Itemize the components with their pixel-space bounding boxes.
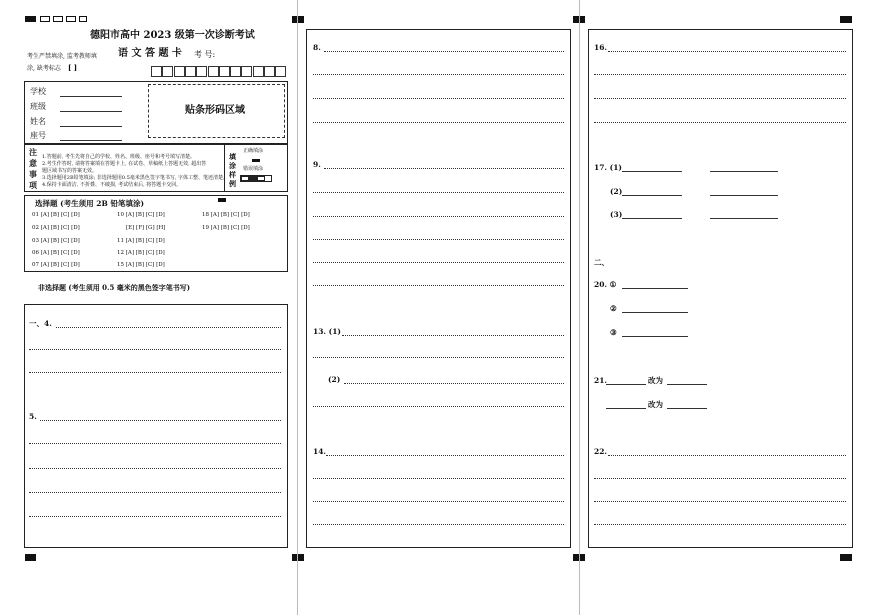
answer-line[interactable]	[594, 524, 846, 525]
absent-notice-line: 考生严禁填涂, 监考教师填	[27, 53, 97, 60]
question-label-22: 22.	[594, 447, 608, 456]
answer-line[interactable]	[594, 478, 846, 479]
note-line: 1.答题前, 考生先将自己的学校、姓名、班级、座号和考号填写清楚。	[42, 154, 195, 160]
card-subtitle: 语 文 答 题 卡	[118, 48, 182, 59]
timing-mark	[66, 16, 76, 22]
question-label-9: 9.	[313, 160, 321, 169]
answer-line[interactable]	[313, 216, 564, 217]
wrong-fill-sample	[240, 175, 272, 182]
timing-mark	[25, 16, 36, 22]
choice-option-row[interactable]: 02 [A] [B] [C] [D]	[32, 225, 80, 231]
choice-option-row[interactable]: 03 [A] [B] [C] [D]	[32, 238, 80, 244]
change-to-label: 改为	[648, 376, 663, 385]
question-label-20-2: ②	[610, 304, 617, 313]
note-line: 2.考生作答时, 请将答案填在答题卡上, 在试卷、草稿纸上答题无效, 超出答	[42, 161, 207, 167]
exam-title: 德阳市高中 2023 级第一次诊断考试	[90, 30, 255, 41]
blank-line[interactable]	[622, 171, 682, 172]
exam-number-cell[interactable]	[275, 66, 286, 77]
question-label-17-1: 17. (1)	[594, 163, 622, 172]
answer-line[interactable]	[29, 372, 281, 373]
answer-line[interactable]	[56, 327, 281, 328]
timing-mark	[53, 16, 63, 22]
correct-fill-label: 正确填涂	[243, 148, 264, 154]
question-label-4: 一、4.	[29, 319, 52, 328]
fold-guide-line	[297, 0, 298, 615]
blank-line[interactable]	[710, 218, 778, 219]
exam-number-label: 考 号:	[194, 50, 216, 59]
choice-option-row[interactable]: 19 [A] [B] [C] [D]	[202, 225, 250, 231]
question-label-8: 8.	[313, 43, 321, 52]
timing-mark	[218, 198, 226, 202]
timing-mark	[79, 16, 87, 22]
answer-line[interactable]	[313, 262, 564, 263]
answer-line[interactable]	[313, 357, 564, 358]
choice-option-row[interactable]: [E] [F] [G] [H]	[126, 225, 166, 231]
blank-line[interactable]	[622, 195, 682, 196]
question-label-20-1: 20. ①	[594, 280, 617, 289]
question-label-14: 14.	[313, 447, 327, 456]
timing-mark	[25, 554, 36, 561]
correct-fill-sample	[252, 159, 260, 162]
question-label-13-1: 13. (1)	[313, 327, 341, 336]
answer-line[interactable]	[313, 98, 564, 99]
question-label-17-3: (3)	[610, 210, 623, 219]
answer-line[interactable]	[313, 524, 564, 525]
answer-line[interactable]	[29, 443, 281, 444]
info-label-school: 学校	[30, 87, 46, 96]
answer-line[interactable]	[326, 455, 564, 456]
nonchoice-title: 非选择题 (考生须用 0.5 毫米的黑色签字笔书写)	[38, 283, 191, 292]
answer-line[interactable]	[313, 122, 564, 123]
exam-number-cell[interactable]	[241, 66, 252, 77]
exam-number-cell[interactable]	[208, 66, 219, 77]
exam-number-cell[interactable]	[230, 66, 241, 77]
answer-line[interactable]	[608, 455, 846, 456]
answer-line[interactable]	[313, 239, 564, 240]
notes-side-label: 注意事项	[29, 147, 37, 190]
answer-line[interactable]	[313, 406, 564, 407]
barcode-label: 贴条形码区域	[185, 105, 245, 116]
blank-line[interactable]	[606, 384, 646, 385]
answer-line[interactable]	[594, 98, 846, 99]
timing-mark	[840, 554, 852, 561]
section-2-label: 二、	[594, 258, 609, 267]
seat-field[interactable]	[60, 140, 122, 141]
choice-title: 选择题 (考生须用 2B 铅笔填涂)	[35, 199, 144, 208]
exam-number-cell[interactable]	[253, 66, 264, 77]
info-label-class: 班级	[30, 102, 46, 111]
class-field[interactable]	[60, 111, 122, 112]
absent-notice-line: 涂, 缺考标志	[27, 65, 61, 72]
exam-number-cell[interactable]	[151, 66, 162, 77]
answer-line[interactable]	[594, 501, 846, 502]
answer-line[interactable]	[594, 74, 846, 75]
blank-line[interactable]	[710, 171, 778, 172]
answer-line[interactable]	[313, 478, 564, 479]
info-label-name: 姓名	[30, 117, 46, 126]
note-line: 4.保持卡面清洁, 不折叠、不破损, 考试结束后, 将答题卡交回。	[42, 182, 182, 188]
answer-line[interactable]	[40, 420, 281, 421]
exam-number-cell[interactable]	[185, 66, 196, 77]
answer-line[interactable]	[608, 51, 846, 52]
fold-guide-line	[579, 0, 580, 615]
exam-number-cell[interactable]	[196, 66, 207, 77]
blank-line[interactable]	[667, 408, 707, 409]
question-label-17-2: (2)	[610, 187, 623, 196]
question-label-5: 5.	[29, 412, 37, 421]
fill-example-label: 填涂样例	[229, 152, 236, 188]
answer-line[interactable]	[313, 74, 564, 75]
choice-option-row[interactable]: 15 [A] [B] [C] [D]	[117, 262, 165, 268]
blank-line[interactable]	[622, 218, 682, 219]
choice-option-row[interactable]: 12 [A] [B] [C] [D]	[117, 250, 165, 256]
answer-line[interactable]	[342, 335, 564, 336]
question-label-16: 16.	[594, 43, 608, 52]
answer-line[interactable]	[313, 192, 564, 193]
choice-option-row[interactable]: 06 [A] [B] [C] [D]	[32, 250, 80, 256]
wrong-fill-label: 错误填涂	[243, 166, 264, 172]
blank-line[interactable]	[710, 195, 778, 196]
blank-line[interactable]	[667, 384, 707, 385]
answer-line[interactable]	[29, 492, 281, 493]
answer-area-q4-q5	[24, 304, 288, 548]
note-line: 3.选择题用2B铅笔填涂; 非选择题用0.5毫米黑色签字笔书写, 字体工整、笔迹清楚。	[42, 175, 229, 181]
choice-option-row[interactable]: 10 [A] [B] [C] [D]	[117, 212, 165, 218]
answer-line[interactable]	[29, 516, 281, 517]
notes-divider	[224, 144, 225, 192]
timing-mark	[292, 554, 304, 561]
answer-line[interactable]	[594, 122, 846, 123]
choice-option-row[interactable]: 18 [A] [B] [C] [D]	[202, 212, 250, 218]
question-label-13-2: (2)	[328, 375, 341, 384]
exam-number-cell[interactable]	[219, 66, 230, 77]
timing-mark	[292, 16, 304, 23]
change-to-label: 改为	[648, 400, 663, 409]
absent-mark-box[interactable]: [ ]	[68, 63, 78, 72]
name-field[interactable]	[60, 126, 122, 127]
exam-number-cell[interactable]	[264, 66, 275, 77]
answer-line[interactable]	[29, 468, 281, 469]
note-line: 题区域书写的答案无效。	[42, 168, 98, 174]
question-label-21: 21.	[594, 376, 608, 385]
exam-number-cell[interactable]	[174, 66, 185, 77]
answer-column-2	[306, 29, 571, 548]
choice-option-row[interactable]: 11 [A] [B] [C] [D]	[117, 238, 165, 244]
answer-line[interactable]	[324, 168, 564, 169]
answer-line[interactable]	[324, 51, 564, 52]
choice-option-row[interactable]: 01 [A] [B] [C] [D]	[32, 212, 80, 218]
answer-line[interactable]	[313, 285, 564, 286]
info-label-seat: 座号	[30, 131, 46, 140]
blank-line[interactable]	[622, 288, 688, 289]
choice-option-row[interactable]: 07 [A] [B] [C] [D]	[32, 262, 80, 268]
answer-line[interactable]	[313, 501, 564, 502]
timing-mark	[40, 16, 50, 22]
answer-line[interactable]	[29, 349, 281, 350]
blank-line[interactable]	[606, 408, 646, 409]
blank-line[interactable]	[622, 336, 688, 337]
question-label-20-3: ③	[610, 328, 617, 337]
timing-mark	[840, 16, 852, 23]
blank-line[interactable]	[622, 312, 688, 313]
school-field[interactable]	[60, 96, 122, 97]
exam-number-cell[interactable]	[162, 66, 173, 77]
answer-line[interactable]	[344, 383, 564, 384]
